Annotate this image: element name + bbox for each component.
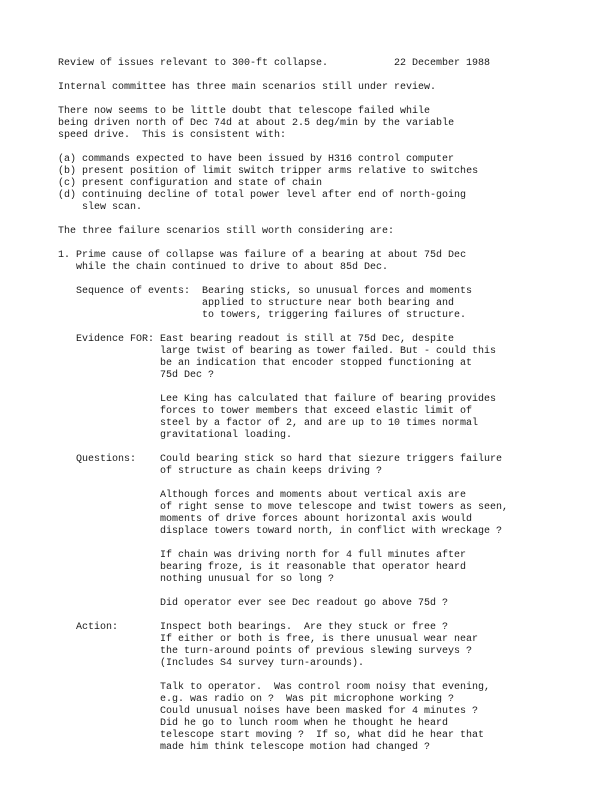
scenario-number: 1. xyxy=(58,250,71,261)
item-text: commands expected to have been issued by H316 control computer xyxy=(82,154,455,165)
sequence-text: Bearing sticks, so unusual forces and moments xyxy=(202,286,473,297)
action-text: Talk to operator. Was control room noisy that evening, xyxy=(160,682,491,693)
item-text: present position of limit switch tripper arms relative to switches xyxy=(82,166,479,177)
evidence-text: be an indication that encoder stopped functioning at xyxy=(160,358,473,369)
question-text: bearing froze, is it reasonable that operator heard xyxy=(160,562,467,573)
evidence-text: forces to tower members that exceed elastic limit of xyxy=(160,406,473,417)
item-text: slew scan. xyxy=(82,202,143,213)
item-marker: (b) xyxy=(58,166,77,177)
intro-line: Internal committee has three main scenarios still under review. xyxy=(58,82,437,93)
memo-date: 22 December 1988 xyxy=(394,58,491,69)
evidence-text: Lee King has calculated that failure of bearing provides xyxy=(160,394,497,405)
sequence-text: to towers, triggering failures of structure. xyxy=(202,310,467,321)
scenarios-heading: The three failure scenarios still worth considering are: xyxy=(58,226,395,237)
item-marker: (d) xyxy=(58,190,77,201)
action-text: Did he go to lunch room when he thought he heard xyxy=(160,718,449,729)
question-text: nothing unusual for so long ? xyxy=(160,574,335,585)
item-text: present configuration and state of chain xyxy=(82,178,323,189)
memo-title: Review of issues relevant to 300-ft collapse. xyxy=(58,58,329,69)
question-text: of right sense to move telescope and twist towers as seen, xyxy=(160,502,509,513)
question-text: moments of drive forces abount horizontal axis would xyxy=(160,514,473,525)
evidence-label: Evidence FOR: xyxy=(76,334,155,345)
evidence-text: 75d Dec ? xyxy=(160,370,215,381)
item-marker: (a) xyxy=(58,154,77,165)
question-text: If chain was driving north for 4 full minutes after xyxy=(160,550,467,561)
item-marker: (c) xyxy=(58,178,77,189)
scenario-text: Prime cause of collapse was failure of a bearing at about 75d Dec xyxy=(76,250,467,261)
action-text: telescope start moving ? If so, what did he hear that xyxy=(160,730,485,741)
question-text: Did operator ever see Dec readout go above 75d ? xyxy=(160,598,449,609)
evidence-text: gravitational loading. xyxy=(160,430,293,441)
scenario-text: while the chain continued to drive to about 85d Dec. xyxy=(76,262,389,273)
question-text: of structure as chain keeps driving ? xyxy=(160,466,383,477)
question-text: Could bearing stick so hard that siezure triggers failure xyxy=(160,454,503,465)
summary-line: speed drive. This is consistent with: xyxy=(58,130,287,141)
action-text: the turn-around points of previous slewing surveys ? xyxy=(160,646,473,657)
action-label: Action: xyxy=(76,622,119,633)
action-text: Inspect both bearings. Are they stuck or free ? xyxy=(160,622,449,633)
summary-line: being driven north of Dec 74d at about 2.5 deg/min by the variable xyxy=(58,118,455,129)
action-text: Could unusual noises have been masked for 4 minutes ? xyxy=(160,706,479,717)
action-text: If either or both is free, is there unusual wear near xyxy=(160,634,479,645)
action-text: made him think telescope motion had changed ? xyxy=(160,742,431,753)
action-text: e.g. was radio on ? Was pit microphone working ? xyxy=(160,694,455,705)
evidence-text: East bearing readout is still at 75d Dec, despite xyxy=(160,334,455,345)
question-text: displace towers toward north, in conflict with wreckage ? xyxy=(160,526,503,537)
questions-label: Questions: xyxy=(76,454,137,465)
item-text: continuing decline of total power level after end of north-going xyxy=(82,190,467,201)
summary-line: There now seems to be little doubt that telescope failed while xyxy=(58,106,431,117)
evidence-text: large twist of bearing as tower failed. But - could this xyxy=(160,346,497,357)
sequence-label: Sequence of events: xyxy=(76,286,191,297)
evidence-text: steel by a factor of 2, and are up to 10 times normal xyxy=(160,418,479,429)
question-text: Although forces and moments about vertical axis are xyxy=(160,490,467,501)
action-text: (Includes S4 survey turn-arounds). xyxy=(160,658,365,669)
sequence-text: applied to structure near both bearing and xyxy=(202,298,455,309)
